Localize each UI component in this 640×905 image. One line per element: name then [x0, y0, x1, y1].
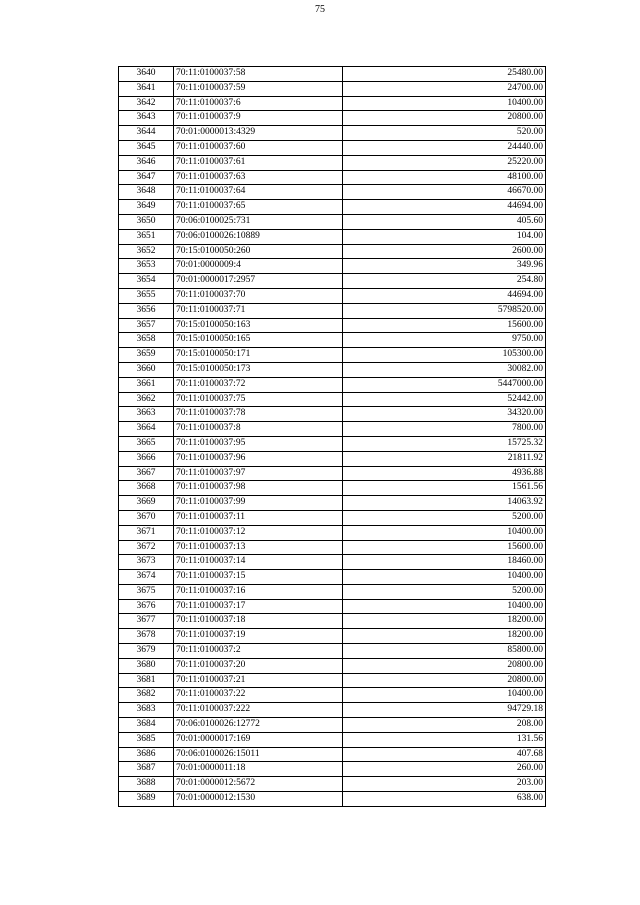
cadastral-number-cell: 70:01:0000017:169 [174, 732, 343, 747]
table-row [119, 170, 546, 185]
table-row [119, 377, 546, 392]
cadastral-number-cell: 70:01:0000013:4329 [174, 126, 343, 141]
table-row [119, 244, 546, 259]
cadastral-number-cell: 70:11:0100037:65 [174, 200, 343, 215]
row-number-cell: 3641 [119, 81, 174, 96]
table-row [119, 229, 546, 244]
value-cell: 20800.00 [343, 111, 546, 126]
table-row [119, 392, 546, 407]
value-cell: 21811.92 [343, 451, 546, 466]
value-cell: 20800.00 [343, 673, 546, 688]
value-cell: 18200.00 [343, 614, 546, 629]
value-cell: 407.68 [343, 747, 546, 762]
value-cell: 10400.00 [343, 96, 546, 111]
value-cell: 46670.00 [343, 185, 546, 200]
value-cell: 44694.00 [343, 288, 546, 303]
table-row [119, 688, 546, 703]
cadastral-number-cell: 70:01:0000012:5672 [174, 777, 343, 792]
table-row [119, 777, 546, 792]
value-cell: 104.00 [343, 229, 546, 244]
table-row [119, 140, 546, 155]
value-cell: 10400.00 [343, 570, 546, 585]
row-number-cell: 3660 [119, 362, 174, 377]
row-number-cell: 3658 [119, 333, 174, 348]
value-cell: 15600.00 [343, 540, 546, 555]
table-row [119, 67, 546, 82]
cadastral-number-cell: 70:01:0000017:2957 [174, 274, 343, 289]
row-number-cell: 3677 [119, 614, 174, 629]
table-row [119, 200, 546, 215]
table-row [119, 348, 546, 363]
row-number-cell: 3671 [119, 525, 174, 540]
value-cell: 5200.00 [343, 510, 546, 525]
row-number-cell: 3666 [119, 451, 174, 466]
cadastral-number-cell: 70:11:0100037:12 [174, 525, 343, 540]
row-number-cell: 3662 [119, 392, 174, 407]
row-number-cell: 3682 [119, 688, 174, 703]
row-number-cell: 3667 [119, 466, 174, 481]
row-number-cell: 3688 [119, 777, 174, 792]
value-cell: 105300.00 [343, 348, 546, 363]
row-number-cell: 3648 [119, 185, 174, 200]
table-row [119, 407, 546, 422]
cadastral-number-cell: 70:11:0100037:61 [174, 155, 343, 170]
table-row [119, 185, 546, 200]
row-number-cell: 3650 [119, 214, 174, 229]
cadastral-number-cell: 70:01:0000009:4 [174, 259, 343, 274]
cadastral-number-cell: 70:06:0100026:12772 [174, 718, 343, 733]
row-number-cell: 3678 [119, 629, 174, 644]
table-row [119, 629, 546, 644]
row-number-cell: 3670 [119, 510, 174, 525]
table-row [119, 673, 546, 688]
cadastral-number-cell: 70:11:0100037:64 [174, 185, 343, 200]
value-cell: 15725.32 [343, 436, 546, 451]
table-row [119, 584, 546, 599]
table-row [119, 481, 546, 496]
table-row [119, 747, 546, 762]
row-number-cell: 3657 [119, 318, 174, 333]
cadastral-number-cell: 70:11:0100037:95 [174, 436, 343, 451]
table-row [119, 614, 546, 629]
cadastral-number-cell: 70:06:0100025:731 [174, 214, 343, 229]
row-number-cell: 3672 [119, 540, 174, 555]
table-row [119, 703, 546, 718]
table-row [119, 658, 546, 673]
value-cell: 405.60 [343, 214, 546, 229]
cadastral-number-cell: 70:11:0100037:96 [174, 451, 343, 466]
cadastral-number-cell: 70:11:0100037:14 [174, 555, 343, 570]
row-number-cell: 3665 [119, 436, 174, 451]
value-cell: 44694.00 [343, 200, 546, 215]
value-cell: 20800.00 [343, 658, 546, 673]
row-number-cell: 3643 [119, 111, 174, 126]
cadastral-number-cell: 70:11:0100037:18 [174, 614, 343, 629]
value-cell: 5798520.00 [343, 303, 546, 318]
row-number-cell: 3661 [119, 377, 174, 392]
row-number-cell: 3668 [119, 481, 174, 496]
table-row [119, 274, 546, 289]
cadastral-number-cell: 70:11:0100037:9 [174, 111, 343, 126]
value-cell: 9750.00 [343, 333, 546, 348]
table-body [119, 67, 546, 807]
table-row [119, 732, 546, 747]
row-number-cell: 3676 [119, 599, 174, 614]
table-row [119, 111, 546, 126]
data-table [118, 66, 546, 807]
table-row [119, 436, 546, 451]
table-row [119, 510, 546, 525]
row-number-cell: 3659 [119, 348, 174, 363]
cadastral-number-cell: 70:15:0100050:165 [174, 333, 343, 348]
value-cell: 18460.00 [343, 555, 546, 570]
cadastral-number-cell: 70:11:0100037:11 [174, 510, 343, 525]
value-cell: 5447000.00 [343, 377, 546, 392]
row-number-cell: 3674 [119, 570, 174, 585]
table-row [119, 496, 546, 511]
row-number-cell: 3655 [119, 288, 174, 303]
cadastral-number-cell: 70:11:0100037:16 [174, 584, 343, 599]
value-cell: 24700.00 [343, 81, 546, 96]
row-number-cell: 3647 [119, 170, 174, 185]
row-number-cell: 3653 [119, 259, 174, 274]
value-cell: 203.00 [343, 777, 546, 792]
row-number-cell: 3673 [119, 555, 174, 570]
row-number-cell: 3656 [119, 303, 174, 318]
cadastral-number-cell: 70:11:0100037:19 [174, 629, 343, 644]
value-cell: 349.96 [343, 259, 546, 274]
cadastral-number-cell: 70:11:0100037:97 [174, 466, 343, 481]
value-cell: 2600.00 [343, 244, 546, 259]
cadastral-number-cell: 70:15:0100050:173 [174, 362, 343, 377]
value-cell: 254.80 [343, 274, 546, 289]
table-row [119, 451, 546, 466]
cadastral-number-cell: 70:11:0100037:78 [174, 407, 343, 422]
cadastral-number-cell: 70:01:0000011:18 [174, 762, 343, 777]
cadastral-number-cell: 70:11:0100037:8 [174, 422, 343, 437]
cadastral-number-cell: 70:11:0100037:2 [174, 644, 343, 659]
table-row [119, 718, 546, 733]
table-row [119, 318, 546, 333]
value-cell: 15600.00 [343, 318, 546, 333]
row-number-cell: 3683 [119, 703, 174, 718]
cadastral-number-cell: 70:11:0100037:59 [174, 81, 343, 96]
row-number-cell: 3685 [119, 732, 174, 747]
cadastral-number-cell: 70:11:0100037:17 [174, 599, 343, 614]
value-cell: 520.00 [343, 126, 546, 141]
table-row [119, 362, 546, 377]
row-number-cell: 3664 [119, 422, 174, 437]
value-cell: 52442.00 [343, 392, 546, 407]
value-cell: 10400.00 [343, 599, 546, 614]
row-number-cell: 3686 [119, 747, 174, 762]
cadastral-number-cell: 70:06:0100026:10889 [174, 229, 343, 244]
value-cell: 48100.00 [343, 170, 546, 185]
cadastral-number-cell: 70:11:0100037:99 [174, 496, 343, 511]
cadastral-number-cell: 70:06:0100026:15011 [174, 747, 343, 762]
row-number-cell: 3646 [119, 155, 174, 170]
value-cell: 34320.00 [343, 407, 546, 422]
row-number-cell: 3669 [119, 496, 174, 511]
value-cell: 14063.92 [343, 496, 546, 511]
value-cell: 30082.00 [343, 362, 546, 377]
row-number-cell: 3684 [119, 718, 174, 733]
value-cell: 260.00 [343, 762, 546, 777]
value-cell: 24440.00 [343, 140, 546, 155]
cadastral-number-cell: 70:15:0100050:260 [174, 244, 343, 259]
cadastral-number-cell: 70:11:0100037:6 [174, 96, 343, 111]
table-row [119, 126, 546, 141]
cadastral-number-cell: 70:15:0100050:163 [174, 318, 343, 333]
value-cell: 638.00 [343, 792, 546, 807]
cadastral-number-cell: 70:11:0100037:75 [174, 392, 343, 407]
cadastral-number-cell: 70:11:0100037:71 [174, 303, 343, 318]
cadastral-number-cell: 70:11:0100037:13 [174, 540, 343, 555]
row-number-cell: 3645 [119, 140, 174, 155]
table-row [119, 644, 546, 659]
row-number-cell: 3654 [119, 274, 174, 289]
value-cell: 85800.00 [343, 644, 546, 659]
cadastral-number-cell: 70:01:0000012:1530 [174, 792, 343, 807]
cadastral-number-cell: 70:11:0100037:70 [174, 288, 343, 303]
table-row [119, 155, 546, 170]
row-number-cell: 3675 [119, 584, 174, 599]
value-cell: 25220.00 [343, 155, 546, 170]
table-row [119, 525, 546, 540]
value-cell: 5200.00 [343, 584, 546, 599]
value-cell: 25480.00 [343, 67, 546, 82]
value-cell: 1561.56 [343, 481, 546, 496]
row-number-cell: 3652 [119, 244, 174, 259]
table-row [119, 259, 546, 274]
cadastral-number-cell: 70:11:0100037:72 [174, 377, 343, 392]
row-number-cell: 3679 [119, 644, 174, 659]
row-number-cell: 3681 [119, 673, 174, 688]
value-cell: 18200.00 [343, 629, 546, 644]
table-row [119, 288, 546, 303]
table-row [119, 792, 546, 807]
cadastral-number-cell: 70:11:0100037:20 [174, 658, 343, 673]
value-cell: 208.00 [343, 718, 546, 733]
row-number-cell: 3642 [119, 96, 174, 111]
row-number-cell: 3687 [119, 762, 174, 777]
table-row [119, 466, 546, 481]
table-row [119, 96, 546, 111]
page-number: 75 [315, 4, 325, 15]
table-row [119, 81, 546, 96]
row-number-cell: 3680 [119, 658, 174, 673]
cadastral-number-cell: 70:11:0100037:58 [174, 67, 343, 82]
cadastral-number-cell: 70:11:0100037:21 [174, 673, 343, 688]
cadastral-number-cell: 70:11:0100037:98 [174, 481, 343, 496]
table-row [119, 599, 546, 614]
row-number-cell: 3644 [119, 126, 174, 141]
cadastral-number-cell: 70:11:0100037:222 [174, 703, 343, 718]
table-row [119, 214, 546, 229]
table-row [119, 762, 546, 777]
value-cell: 7800.00 [343, 422, 546, 437]
row-number-cell: 3689 [119, 792, 174, 807]
row-number-cell: 3663 [119, 407, 174, 422]
cadastral-number-cell: 70:11:0100037:60 [174, 140, 343, 155]
table-row [119, 540, 546, 555]
cadastral-number-cell: 70:11:0100037:15 [174, 570, 343, 585]
table-row [119, 570, 546, 585]
row-number-cell: 3649 [119, 200, 174, 215]
table-row [119, 303, 546, 318]
table-row [119, 555, 546, 570]
cadastral-number-cell: 70:11:0100037:63 [174, 170, 343, 185]
cadastral-number-cell: 70:15:0100050:171 [174, 348, 343, 363]
value-cell: 4936.88 [343, 466, 546, 481]
table-row [119, 333, 546, 348]
cadastral-number-cell: 70:11:0100037:22 [174, 688, 343, 703]
value-cell: 131.56 [343, 732, 546, 747]
row-number-cell: 3651 [119, 229, 174, 244]
value-cell: 10400.00 [343, 525, 546, 540]
row-number-cell: 3640 [119, 67, 174, 82]
value-cell: 10400.00 [343, 688, 546, 703]
table-row [119, 422, 546, 437]
value-cell: 94729.18 [343, 703, 546, 718]
